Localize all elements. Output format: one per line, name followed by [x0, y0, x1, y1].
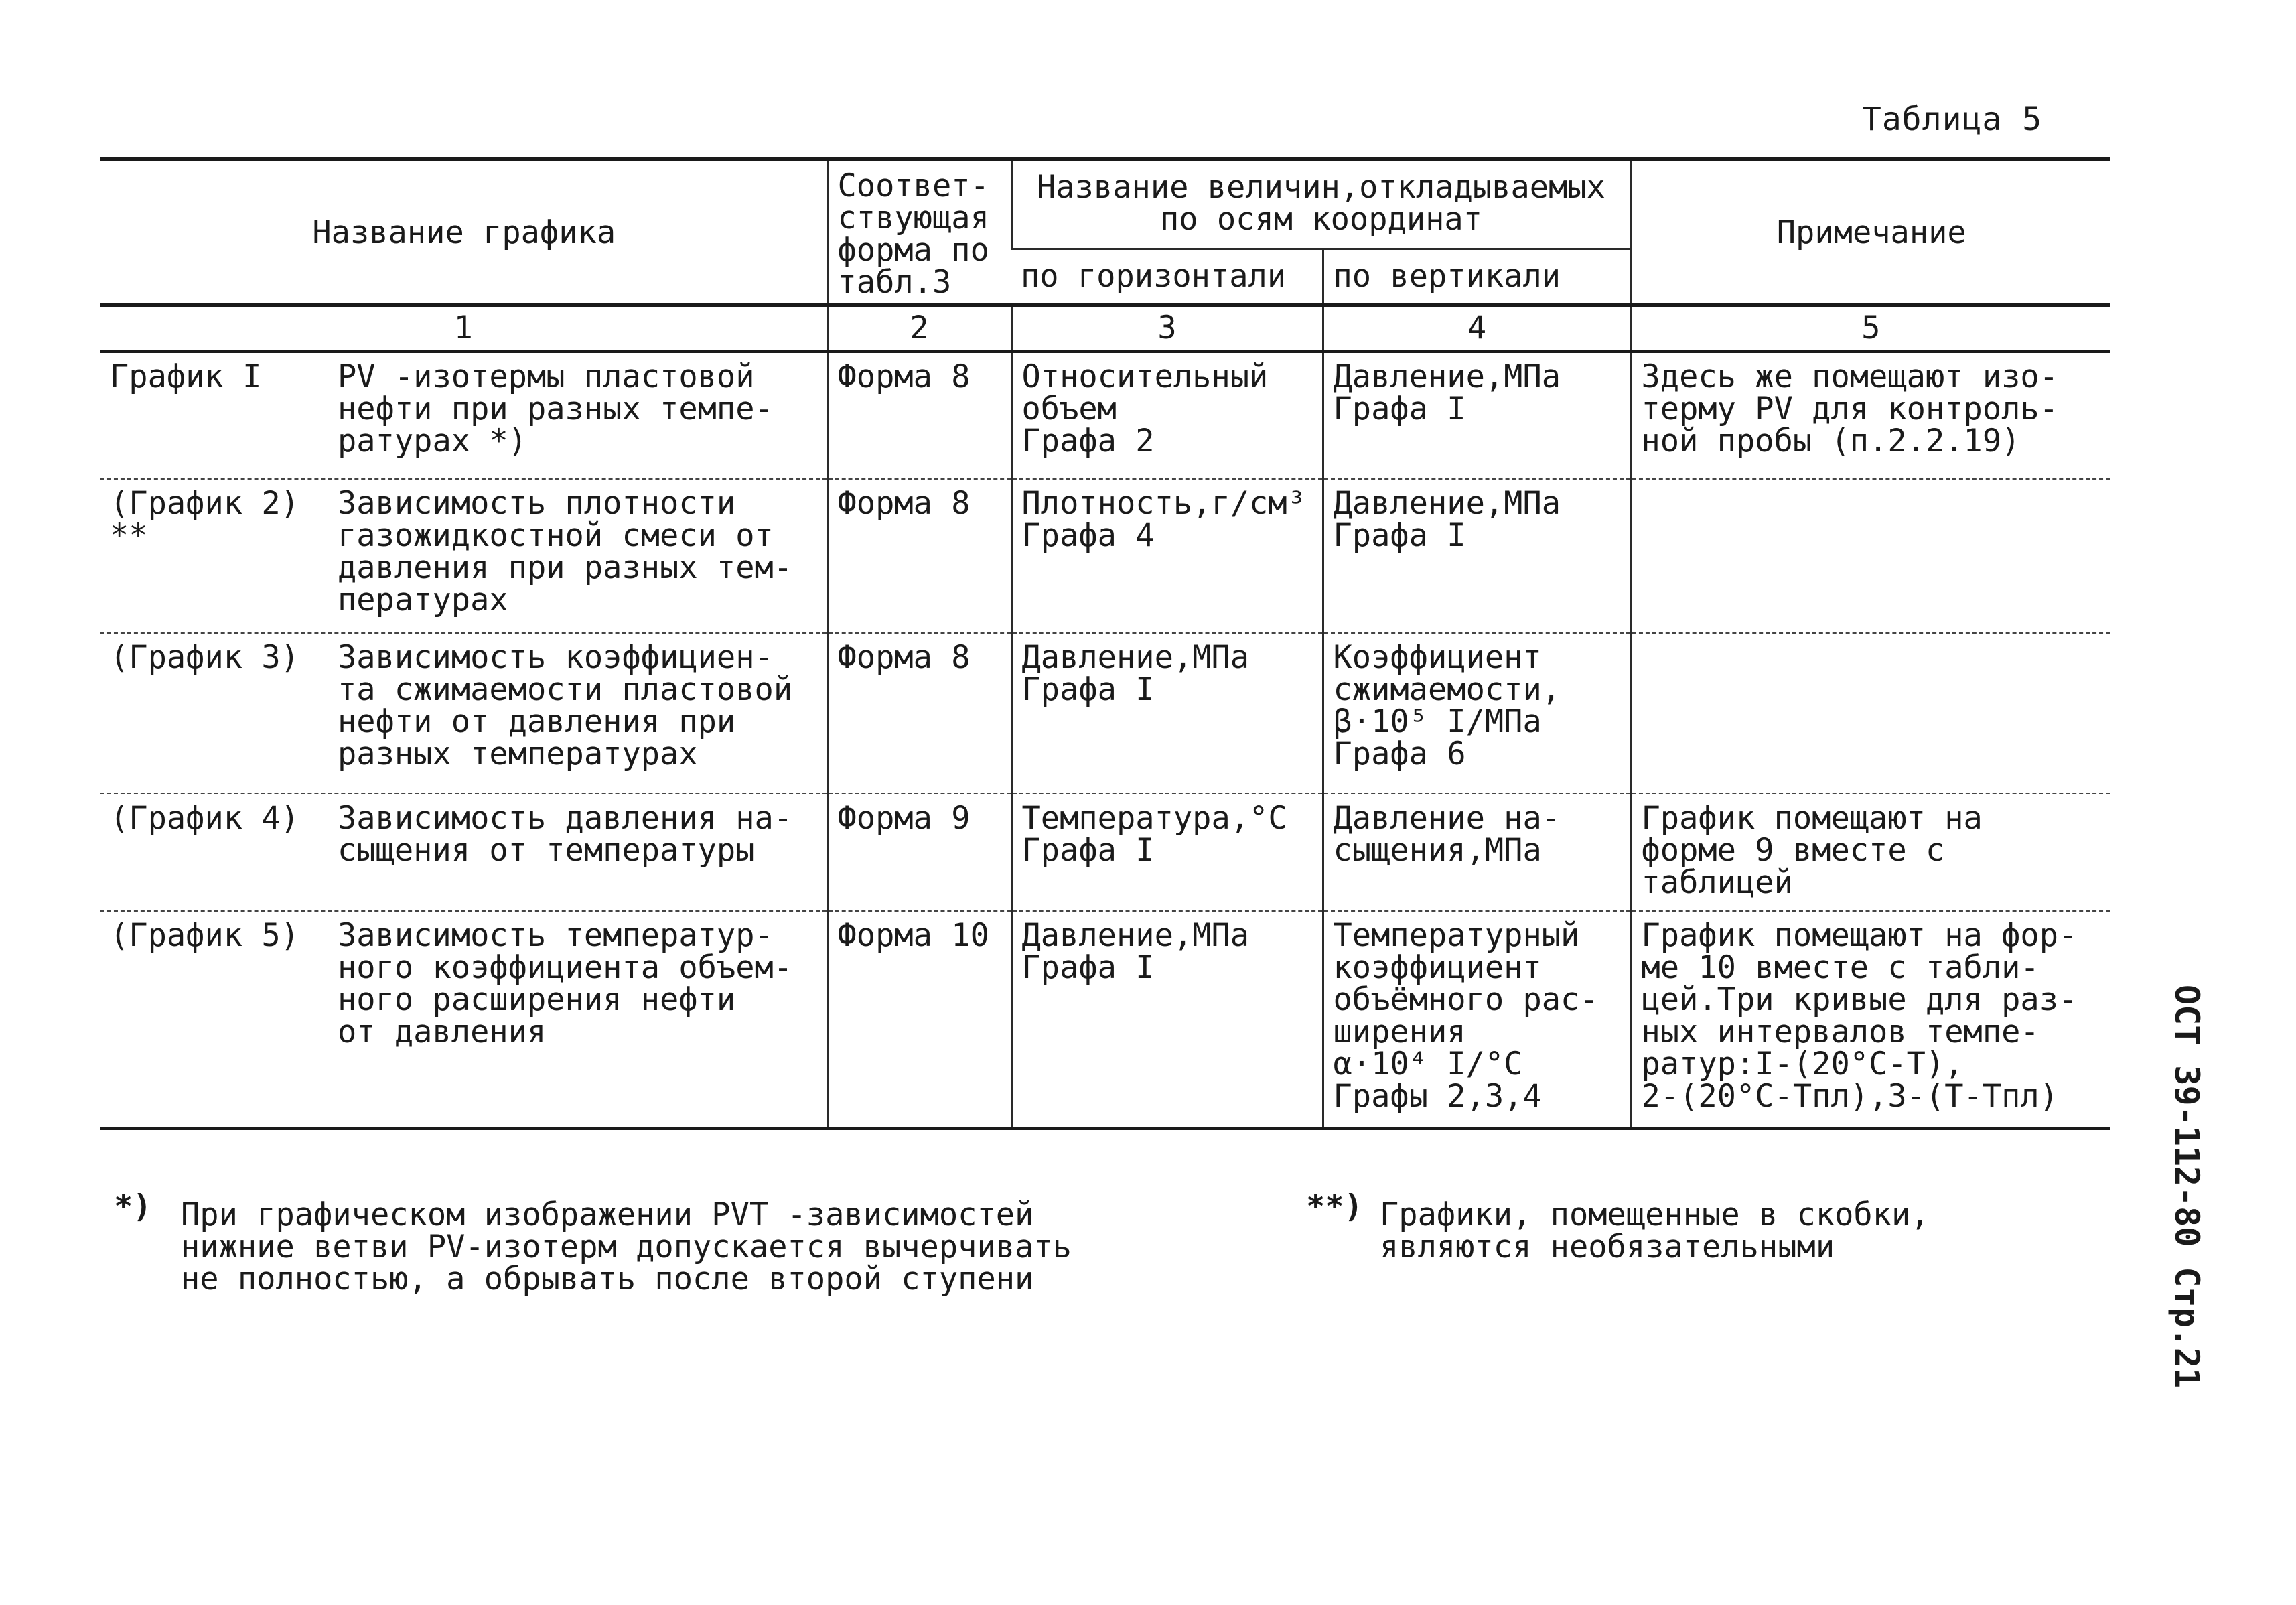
horizontal-line: Графа I: [1021, 831, 1155, 869]
note-cell: [1631, 794, 2110, 911]
graph-title-line: давления при разных тем-: [338, 549, 793, 586]
vertical-axis-cell: [1323, 352, 1631, 479]
vertical-line: Давление,МПа: [1333, 358, 1561, 395]
graph-title-line: Зависимость давления на-: [338, 799, 793, 837]
vertical-line: Графа I: [1333, 391, 1466, 427]
header-vertical: по вертикали: [1323, 249, 1631, 305]
column-number: 5: [1631, 305, 2110, 352]
data-table: [100, 157, 2110, 1130]
header-form-line: Соответ-: [837, 167, 989, 204]
table-header-row: [100, 159, 2110, 249]
graph-name-cell: [100, 352, 827, 479]
vertical-line: коэффициент: [1333, 949, 1542, 986]
graph-id: График I: [110, 358, 262, 395]
horizontal-axis-cell: [1011, 794, 1323, 911]
footnote-line: нижние ветви PV-изотерм допускается вычерчивать: [181, 1229, 1072, 1265]
vertical-line: Графы 2,3,4: [1333, 1077, 1542, 1115]
header-axes-line: по осям координат: [1159, 201, 1483, 238]
graph-id: (График 4): [110, 799, 299, 837]
table-row: [100, 794, 2110, 911]
graph-title-line: пературах: [338, 581, 508, 618]
horizontal-line: Графа I: [1021, 671, 1155, 708]
header-graph-name: Название графика: [100, 159, 827, 305]
graph-title-line: Зависимость коэффициен-: [338, 638, 774, 676]
note-cell: [1631, 911, 2110, 1129]
header-form-line: табл.3: [837, 264, 952, 301]
vertical-axis-cell: [1323, 479, 1631, 633]
horizontal-axis-cell: [1011, 633, 1323, 794]
vertical-line: сыщения,МПа: [1333, 831, 1542, 869]
graph-title-line: PV -изотермы пластовой: [338, 358, 755, 395]
graph-name-cell: [100, 794, 827, 911]
vertical-axis-cell: [1323, 633, 1631, 794]
header-axes-line: Название величин,откладываемых: [1037, 169, 1605, 206]
footnote-line: являются необязательными: [1380, 1229, 1835, 1265]
footnote-line: не полностью, а обрывать после второй ступени: [181, 1261, 1034, 1298]
column-number: 2: [827, 305, 1011, 352]
note-cell: [1631, 352, 2110, 479]
note-cell: [1631, 479, 2110, 633]
form-cell: Форма 10: [827, 911, 1011, 1129]
note-line: форме 9 вместе с: [1641, 831, 1945, 869]
table-row: [100, 479, 2110, 633]
vertical-line: ширения: [1333, 1013, 1466, 1050]
horizontal-line: Графа 4: [1021, 516, 1155, 554]
column-number-row: [100, 305, 2110, 352]
vertical-line: Графа 6: [1333, 735, 1466, 772]
graph-id: (График 5): [110, 916, 299, 954]
note-line: таблицей: [1641, 863, 1793, 901]
horizontal-line: Графа 2: [1021, 423, 1155, 460]
vertical-line: Давление,МПа: [1333, 484, 1561, 522]
vertical-line: Графа I: [1333, 516, 1466, 554]
vertical-axis-cell: [1323, 911, 1631, 1129]
note-line: 2-(20°С-Тпл),3-(Т-Тпл): [1641, 1077, 2059, 1115]
vertical-line: Температурный: [1333, 916, 1580, 954]
horizontal-axis-cell: [1011, 479, 1323, 633]
form-cell: Форма 8: [827, 479, 1011, 633]
note-line: ной пробы (п.2.2.19): [1641, 423, 2021, 460]
graph-name-cell: [100, 633, 827, 794]
graph-title-line: Зависимость температур-: [338, 916, 774, 954]
column-number: 4: [1323, 305, 1631, 352]
graph-title-line: Зависимость плотности: [338, 484, 736, 522]
vertical-line: объёмного рас-: [1333, 981, 1599, 1018]
note-line: ратур:I-(20°С-Т),: [1641, 1045, 1964, 1083]
graph-title-line: нефти при разных темпе-: [338, 391, 774, 427]
form-cell: Форма 8: [827, 352, 1011, 479]
graph-name-cell: [100, 911, 827, 1129]
graph-id: (График 2) **: [110, 484, 299, 554]
horizontal-line: Относительный: [1021, 358, 1269, 395]
table-caption: Таблица 5: [1862, 100, 2043, 138]
note-line: ных интервалов темпе-: [1641, 1013, 2039, 1050]
note-line: терму PV для контроль-: [1641, 391, 2059, 427]
vertical-line: Давление на-: [1333, 799, 1561, 837]
form-cell: Форма 9: [827, 794, 1011, 911]
header-note: Примечание: [1631, 159, 2110, 305]
note-line: ме 10 вместе с табли-: [1641, 949, 2039, 986]
horizontal-line: Температура,°С: [1021, 799, 1287, 837]
note-line: График помещают на фор-: [1641, 916, 2078, 954]
graph-title-line: ратурах *): [338, 423, 527, 460]
graph-title-line: разных температурах: [338, 735, 698, 772]
column-number: 3: [1011, 305, 1323, 352]
graph-name-cell: [100, 479, 827, 633]
note-cell: [1631, 633, 2110, 794]
graph-title-line: газожидкостной смеси от: [338, 516, 774, 554]
column-number: 1: [100, 305, 827, 352]
horizontal-line: Давление,МПа: [1021, 916, 1250, 954]
header-form: [827, 159, 1011, 305]
graph-title-line: та сжимаемости пластовой: [338, 671, 793, 708]
footnote-line: Графики, помещенные в скобки,: [1380, 1196, 1930, 1233]
table-row: [100, 633, 2110, 794]
vertical-line: α·10⁴ I/°С: [1333, 1045, 1523, 1083]
note-line: цей.Три кривые для раз-: [1641, 981, 2078, 1018]
footnote-mark: **): [1306, 1188, 1363, 1225]
graph-title-line: ного расширения нефти: [338, 981, 736, 1018]
graph-title-line: сыщения от температуры: [338, 831, 755, 869]
horizontal-line: объем: [1021, 391, 1117, 427]
header-axes: [1011, 159, 1631, 249]
table-row: [100, 352, 2110, 479]
horizontal-line: Графа I: [1021, 949, 1155, 986]
vertical-line: β·10⁵ I/МПа: [1333, 703, 1542, 740]
header-form-line: форма по: [837, 232, 989, 269]
graph-title-line: нефти от давления при: [338, 703, 736, 740]
side-document-code-text: ОСТ 39-112-80 Стр.21: [2167, 985, 2206, 1389]
footnote-mark: *): [114, 1188, 152, 1225]
vertical-line: Коэффициент: [1333, 638, 1542, 676]
table-row: [100, 911, 2110, 1129]
graph-id: (График 3): [110, 638, 299, 676]
header-form-line: ствующая: [837, 200, 989, 236]
vertical-axis-cell: [1323, 794, 1631, 911]
note-line: График помещают на: [1641, 799, 1983, 837]
horizontal-axis-cell: [1011, 352, 1323, 479]
form-cell: Форма 8: [827, 633, 1011, 794]
horizontal-axis-cell: [1011, 911, 1323, 1129]
horizontal-line: Давление,МПа: [1021, 638, 1250, 676]
vertical-line: сжимаемости,: [1333, 671, 1561, 708]
side-document-code: [2163, 985, 2210, 1400]
graph-title-line: ного коэффициента объем-: [338, 949, 793, 986]
horizontal-line: Плотность,г/см³: [1021, 484, 1306, 522]
graph-title-line: от давления: [338, 1013, 547, 1050]
note-line: Здесь же помещают изо-: [1641, 358, 2059, 395]
footnote-line: При графическом изображении PVT -зависимостей: [181, 1196, 1034, 1233]
header-horizontal: по горизонтали: [1011, 249, 1323, 305]
